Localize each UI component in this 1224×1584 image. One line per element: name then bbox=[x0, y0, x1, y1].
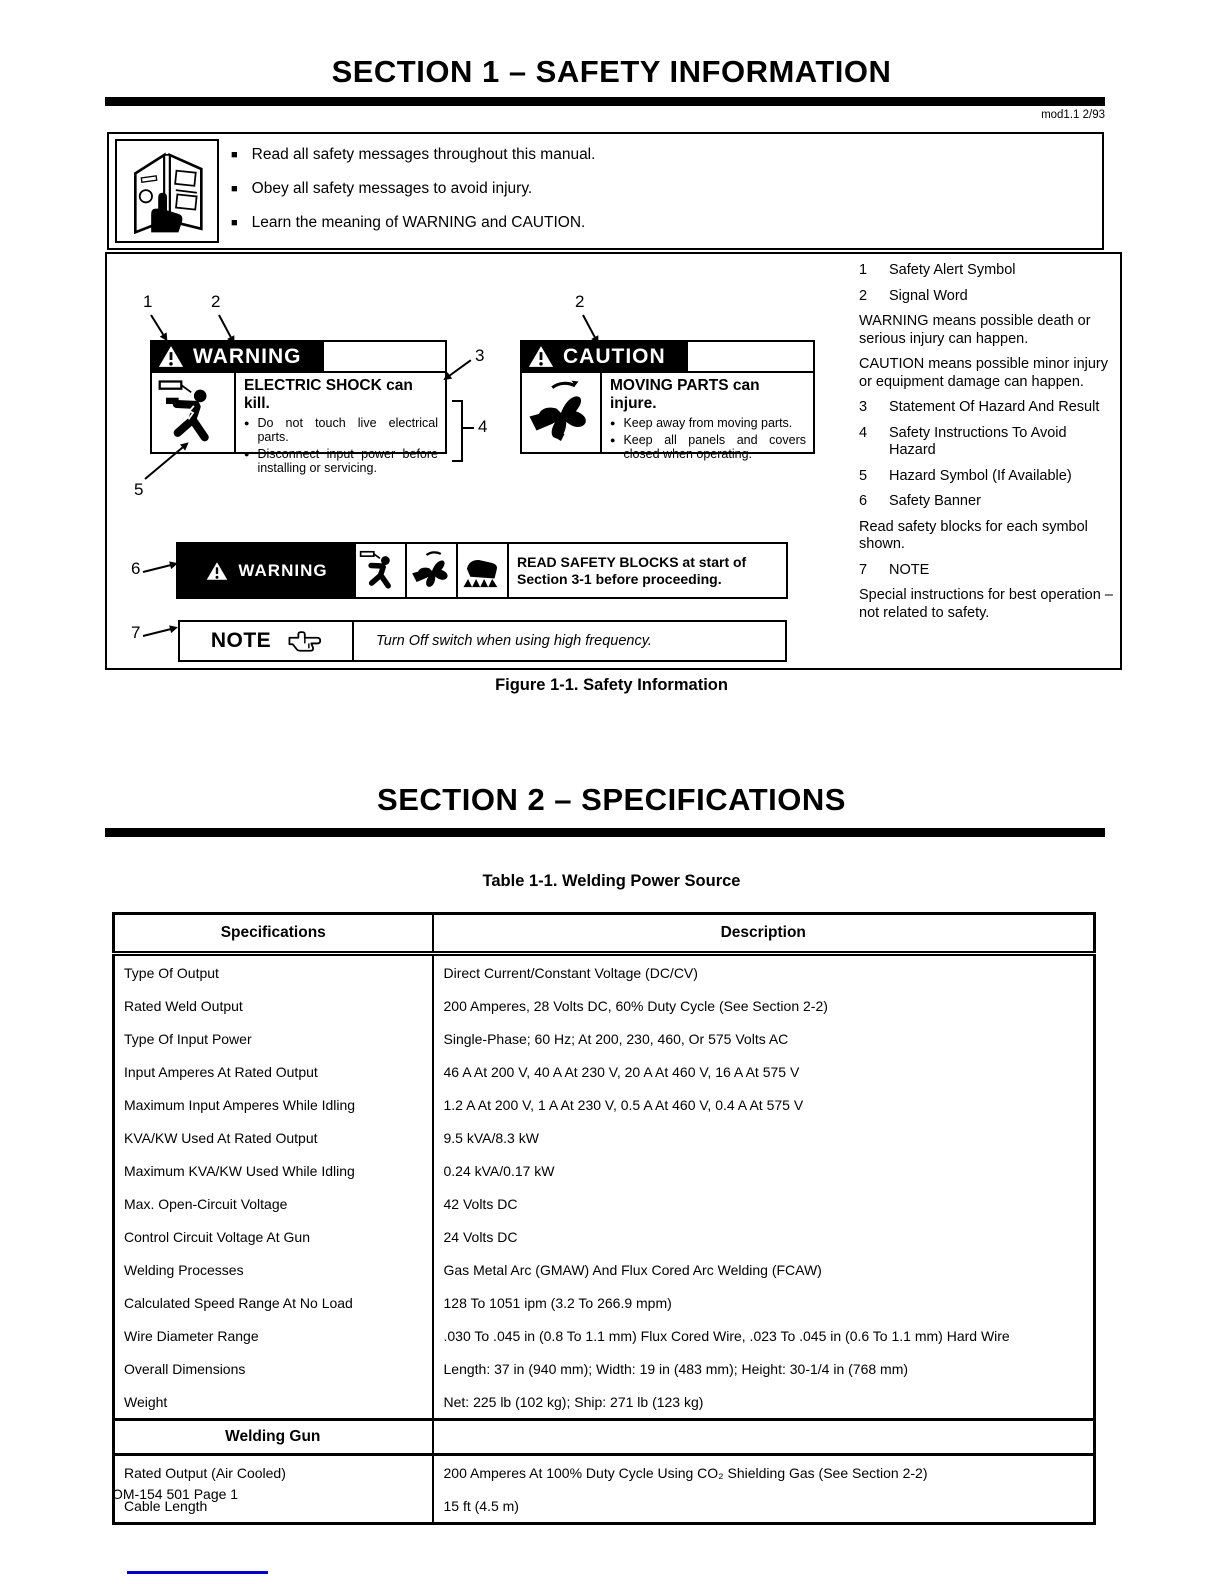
table-row bbox=[114, 1022, 1095, 1055]
callout-7: 7 bbox=[131, 623, 141, 642]
section2-rule bbox=[105, 828, 1105, 837]
legend-item-number: 1 bbox=[859, 262, 868, 278]
table-row bbox=[114, 1187, 1095, 1220]
legend-item-number: 5 bbox=[859, 467, 868, 484]
table-row bbox=[114, 954, 1095, 990]
desc-cell: 200 Amperes, 28 Volts DC, 60% Duty Cycle (See Section 2-2) bbox=[433, 989, 1095, 1022]
table-row bbox=[114, 1154, 1095, 1187]
welding-gun-subsection-title: Welding Gun bbox=[114, 1420, 433, 1455]
legend-item-text: Safety Alert Symbol bbox=[889, 262, 1016, 278]
callout-4: 4 bbox=[478, 417, 488, 436]
legend-item-text: WARNING means possible death or serious injury can happen. bbox=[859, 313, 1091, 347]
spec-cell: Welding Processes bbox=[124, 1261, 244, 1278]
safety-bullet-text: ■ Read all safety messages throughout this manual. bbox=[251, 146, 596, 163]
desc-cell: .030 To .045 in (0.8 To 1.1 mm) Flux Cored Wire, .023 To .045 in (0.6 To 1.1 mm) Hard Wire bbox=[433, 1319, 1095, 1352]
callout-line-6 bbox=[143, 564, 172, 573]
legend-item bbox=[859, 468, 1113, 486]
safety-bullet bbox=[231, 180, 1071, 198]
safety-bullet-list bbox=[231, 146, 1071, 248]
manual-book-icon bbox=[115, 139, 219, 243]
banner-shock-pictogram bbox=[356, 544, 407, 597]
caution-bullet bbox=[610, 433, 806, 461]
table-row bbox=[114, 989, 1095, 1022]
table-row bbox=[114, 1385, 1095, 1420]
caution-label-header bbox=[520, 340, 815, 373]
desc-cell: 24 Volts DC bbox=[433, 1220, 1095, 1253]
table-row bbox=[114, 1055, 1095, 1088]
table-row bbox=[114, 1286, 1095, 1319]
specs-table bbox=[112, 912, 1096, 1525]
figure-1-1 bbox=[105, 252, 1122, 670]
figure-legend bbox=[859, 262, 1113, 630]
pointing-hand-icon bbox=[287, 629, 321, 653]
safety-messages-box bbox=[107, 132, 1104, 250]
section1-rule bbox=[105, 97, 1105, 106]
legend-item-text: Special instructions for best operation – not related to safety. bbox=[859, 587, 1113, 621]
section2-title: SECTION 2 – SPECIFICATIONS bbox=[377, 782, 846, 817]
desc-cell: 15 ft (4.5 m) bbox=[433, 1489, 1095, 1524]
shock-figure-icon bbox=[359, 549, 403, 593]
table-row bbox=[114, 1121, 1095, 1154]
banner-warning-triangle-icon bbox=[206, 561, 228, 581]
warning-label-header bbox=[150, 340, 447, 373]
open-book-icon bbox=[123, 146, 211, 236]
banner-moving-parts-pictogram bbox=[407, 544, 458, 597]
caution-bullet bbox=[610, 416, 806, 430]
legend-item-text: Signal Word bbox=[889, 287, 968, 304]
banner-text-line2: Section 3-1 before proceeding. bbox=[517, 570, 722, 587]
caution-label-body bbox=[520, 373, 815, 461]
legend-item bbox=[859, 493, 1113, 511]
warning-triangle-icon bbox=[158, 345, 184, 368]
callout-2b: 2 bbox=[575, 292, 585, 311]
mod-reference: mod1.1 2/93 bbox=[1041, 109, 1105, 121]
spec-cell: Max. Open-Circuit Voltage bbox=[124, 1195, 288, 1212]
callout-1: 1 bbox=[143, 292, 153, 311]
desc-cell: Direct Current/Constant Voltage (DC/CV) bbox=[433, 954, 1095, 990]
callout-6: 6 bbox=[131, 559, 141, 578]
callout-line-2b bbox=[582, 315, 596, 339]
desc-cell: 0.24 kVA/0.17 kW bbox=[433, 1154, 1095, 1187]
table-row bbox=[114, 1352, 1095, 1385]
table-row bbox=[114, 1253, 1095, 1286]
caution-label bbox=[520, 340, 815, 461]
banner-text-line1: READ SAFETY BLOCKS at start of bbox=[517, 553, 747, 570]
banner-hot-parts-pictogram bbox=[458, 544, 509, 597]
spec-cell: Input Amperes At Rated Output bbox=[124, 1063, 318, 1080]
safety-bullet bbox=[231, 146, 1071, 164]
spec-cell: Wire Diameter Range bbox=[124, 1327, 259, 1344]
desc-cell: 1.2 A At 200 V, 1 A At 230 V, 0.5 A At 460 V, 0.4 A At 575 V bbox=[433, 1088, 1095, 1121]
warning-label-black-band bbox=[150, 340, 324, 373]
legend-item-number: 4 bbox=[859, 424, 868, 441]
callout-line-7 bbox=[143, 628, 172, 637]
legend-item-number: 3 bbox=[859, 399, 868, 415]
legend-item-text: Safety Instructions To Avoid Hazard bbox=[889, 424, 1067, 458]
legend-item bbox=[859, 587, 1113, 622]
spec-cell: Maximum Input Amperes While Idling bbox=[124, 1096, 356, 1113]
desc-cell: Net: 225 lb (102 kg); Ship: 271 lb (123 kg) bbox=[433, 1385, 1095, 1420]
welding-gun-subsection-row bbox=[114, 1420, 1095, 1455]
warning-bullet-list bbox=[244, 416, 438, 475]
table-header-row bbox=[114, 914, 1095, 954]
table-row bbox=[114, 1088, 1095, 1121]
callout-4-bracket bbox=[452, 400, 463, 462]
desc-cell: 200 Amperes At 100% Duty Cycle Using CO₂ Shielding Gas (See Section 2-2) bbox=[433, 1455, 1095, 1490]
table-row bbox=[114, 1220, 1095, 1253]
blue-underline bbox=[127, 1571, 268, 1574]
note-text: Turn Off switch when using high frequency. bbox=[376, 633, 652, 649]
table-row bbox=[114, 1489, 1095, 1524]
legend-item-number: 2 bbox=[859, 287, 868, 304]
warning-label-text bbox=[236, 373, 445, 475]
shock-figure-icon bbox=[156, 377, 230, 449]
caution-label-blank-panel bbox=[688, 340, 815, 373]
desc-cell: 42 Volts DC bbox=[433, 1187, 1095, 1220]
legend-item-text: Statement Of Hazard And Result bbox=[889, 399, 1100, 415]
warning-label-blank-panel bbox=[324, 340, 447, 373]
spec-cell: Type Of Output bbox=[124, 964, 219, 981]
banner-black-band bbox=[178, 544, 356, 597]
caution-bullet-text: ● Keep away from moving parts. bbox=[623, 416, 793, 430]
warning-heading: ELECTRIC SHOCK can kill. bbox=[244, 377, 413, 412]
spec-cell: Control Circuit Voltage At Gun bbox=[124, 1228, 310, 1245]
note-label: NOTE bbox=[210, 629, 272, 652]
desc-cell: Single-Phase; 60 Hz; At 200, 230, 460, Or 575 Volts AC bbox=[433, 1022, 1095, 1055]
warning-bullet-text: ● Do not touch live electrical parts. bbox=[257, 416, 438, 444]
legend-item bbox=[859, 313, 1113, 348]
spec-cell: Cable Length bbox=[124, 1497, 208, 1514]
warning-bullet bbox=[244, 416, 438, 444]
banner-signal-word: WARNING bbox=[238, 560, 328, 580]
warning-bullet-text: ● Disconnect input power before installing or servicing. bbox=[257, 447, 438, 475]
spec-cell: Calculated Speed Range At No Load bbox=[124, 1294, 353, 1311]
specifications-header: Specifications bbox=[114, 914, 433, 954]
legend-item bbox=[859, 562, 1113, 580]
legend-item bbox=[859, 425, 1113, 460]
banner-text bbox=[509, 544, 786, 597]
legend-item bbox=[859, 399, 1113, 417]
desc-cell: 46 A At 200 V, 40 A At 230 V, 20 A At 460 V, 16 A At 575 V bbox=[433, 1055, 1095, 1088]
warning-label bbox=[150, 340, 447, 475]
desc-cell: 128 To 1051 ipm (3.2 To 266.9 mpm) bbox=[433, 1286, 1095, 1319]
section1-title: SECTION 1 – SAFETY INFORMATION bbox=[331, 54, 892, 89]
callout-4-dash bbox=[463, 427, 474, 429]
desc-cell: Gas Metal Arc (GMAW) And Flux Cored Arc Welding (FCAW) bbox=[433, 1253, 1095, 1286]
spec-cell: Overall Dimensions bbox=[124, 1360, 246, 1377]
caution-label-text bbox=[602, 373, 813, 461]
legend-item-text: NOTE bbox=[889, 561, 930, 578]
note-box bbox=[178, 620, 787, 662]
pointing-hand-icon bbox=[287, 629, 321, 653]
spec-cell: Maximum KVA/KW Used While Idling bbox=[124, 1162, 355, 1179]
caution-signal-word: CAUTION bbox=[563, 344, 666, 368]
caution-heading: MOVING PARTS can injure. bbox=[610, 377, 760, 412]
figure-caption: Figure 1-1. Safety Information bbox=[495, 676, 728, 694]
legend-item bbox=[859, 356, 1113, 391]
spec-cell: Type Of Input Power bbox=[124, 1030, 252, 1047]
welding-gun-subsection-blank bbox=[433, 1420, 1095, 1455]
fan-blades-icon bbox=[526, 378, 596, 448]
fan-blades-icon bbox=[410, 549, 454, 593]
warning-label-body bbox=[150, 373, 447, 475]
spec-cell: Rated Weld Output bbox=[124, 997, 243, 1014]
spec-cell: KVA/KW Used At Rated Output bbox=[124, 1129, 318, 1146]
legend-item-text: CAUTION means possible minor injury or equipment damage can happen. bbox=[859, 356, 1108, 390]
callout-5: 5 bbox=[134, 480, 144, 499]
legend-item-text: Hazard Symbol (If Available) bbox=[889, 467, 1072, 484]
callout-2a: 2 bbox=[211, 292, 221, 311]
safety-bullet-text: ■ Learn the meaning of WARNING and CAUTION. bbox=[251, 214, 586, 231]
caution-bullet-list bbox=[610, 416, 806, 461]
legend-item-number: 7 bbox=[859, 561, 868, 578]
electric-shock-pictogram bbox=[152, 373, 236, 452]
legend-item bbox=[859, 519, 1113, 554]
caution-bullet-text: ● Keep all panels and covers closed when operating. bbox=[623, 433, 806, 461]
callout-line-1 bbox=[150, 314, 164, 335]
legend-item-text: Read safety blocks for each symbol shown. bbox=[859, 518, 1088, 552]
caution-triangle-icon bbox=[528, 345, 554, 368]
warning-signal-word: WARNING bbox=[193, 344, 302, 368]
callout-line-2a bbox=[218, 315, 232, 339]
caution-label-black-band bbox=[520, 340, 688, 373]
table-row bbox=[114, 1319, 1095, 1352]
page-footer: OM-154 501 Page 1 bbox=[112, 1486, 239, 1502]
legend-item-text: Safety Banner bbox=[889, 493, 981, 509]
legend-item bbox=[859, 262, 1113, 280]
safety-banner bbox=[176, 542, 788, 599]
hand-over-sparks-icon bbox=[460, 548, 506, 594]
desc-cell: Length: 37 in (940 mm); Width: 19 in (483 mm); Height: 30-1/4 in (768 mm) bbox=[433, 1352, 1095, 1385]
table-caption: Table 1-1. Welding Power Source bbox=[482, 872, 741, 890]
spec-cell: Weight bbox=[124, 1393, 168, 1410]
safety-bullet bbox=[231, 214, 1071, 232]
legend-item bbox=[859, 288, 1113, 306]
table-row bbox=[114, 1455, 1095, 1490]
desc-cell: 9.5 kVA/8.3 kW bbox=[433, 1121, 1095, 1154]
callout-line-3 bbox=[448, 359, 471, 376]
note-label-cell bbox=[180, 622, 354, 660]
safety-bullet-text: ■ Obey all safety messages to avoid injury. bbox=[251, 180, 533, 197]
description-header: Description bbox=[433, 914, 1095, 954]
warning-bullet bbox=[244, 447, 438, 475]
moving-parts-pictogram bbox=[522, 373, 602, 452]
callout-3: 3 bbox=[475, 346, 485, 365]
spec-cell: Rated Output (Air Cooled) bbox=[124, 1464, 286, 1481]
legend-item-number: 6 bbox=[859, 493, 868, 509]
